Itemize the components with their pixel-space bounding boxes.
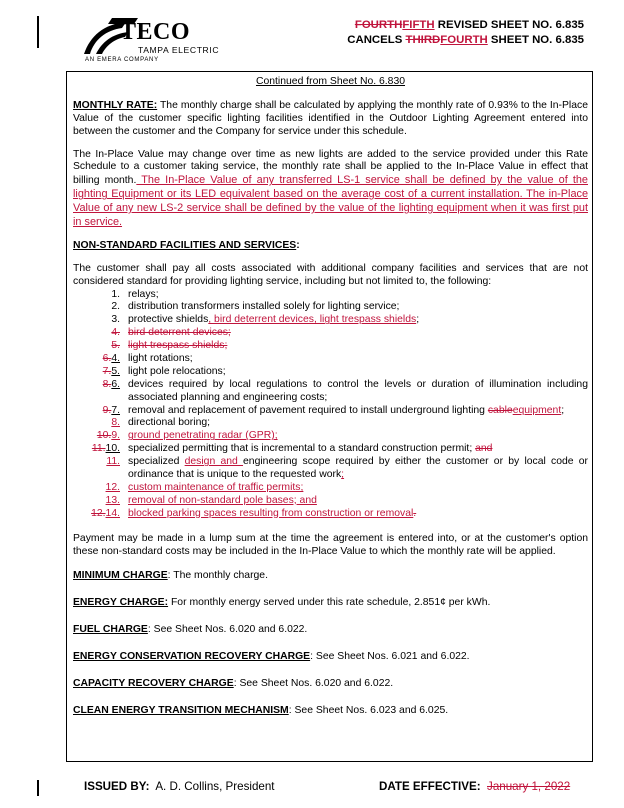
section-heading: MINIMUM CHARGE <box>73 570 168 582</box>
list-item: 2. distribution transformers installed solely for lighting service; <box>111 301 400 313</box>
list-item: 12.14. blocked parking spaces resulting from construction or removal. <box>91 507 417 519</box>
list-item: 12. custom maintenance of traffic permits; <box>105 481 304 493</box>
change-bar <box>37 780 39 796</box>
list-item: 5. light trespass shields; <box>111 340 228 352</box>
nonstandard-list <box>73 289 588 521</box>
section-heading: ENERGY CHARGE: <box>73 597 169 609</box>
ecr-charge-section: ENERGY CONSERVATION RECOVERY CHARGE: See Sheet Nos. 6.021 and 6.022. <box>73 651 470 663</box>
list-item: 10.9. ground penetrating radar (GPR); <box>96 430 278 442</box>
list-item: 9.7. removal and replacement of pavement required to install underground lighting cableequipment; <box>102 404 565 416</box>
nonstandard-intro: The customer shall pay all costs associated with additional company facilities and services that are not considered standard for providing lighting service, including but not limited to, the following: <box>73 262 588 287</box>
section-heading: FUEL CHARGE <box>73 624 148 636</box>
tariff-content <box>73 76 588 718</box>
list-item: 11. specialized design and engineering scope required by either the customer or by local code or ordinance that is unique to the requested work; <box>106 456 589 481</box>
inserted-text: FIFTH <box>402 19 435 31</box>
revised-sheet-line: FOURTHFIFTH REVISED SHEET NO. 6.835 <box>354 19 584 31</box>
teco-logo <box>82 14 232 66</box>
section-heading: CAPACITY RECOVERY CHARGE <box>73 677 234 689</box>
deleted-text: THIRD <box>405 33 441 46</box>
list-item: 3. protective shields, bird deterrent devices, light trespass shields; <box>111 314 420 326</box>
date-effective: DATE EFFECTIVE: January 1, 2022 <box>379 780 571 793</box>
minimum-charge-section: MINIMUM CHARGE: The monthly charge. <box>73 570 268 582</box>
section-heading: MONTHLY RATE: <box>73 99 158 111</box>
list-item: 6.4. light rotations; <box>102 353 193 365</box>
section-heading: CLEAN ENERGY TRANSITION MECHANISM <box>73 704 289 716</box>
list-item: 7.5. light pole relocations; <box>102 365 226 377</box>
logo-subtitle: TAMPA ELECTRIC <box>138 45 220 55</box>
nonstandard-heading: NON-STANDARD FACILITIES AND SERVICES: <box>73 239 300 251</box>
list-item: 13. removal of non-standard pole bases; and <box>105 494 317 506</box>
continued-note: Continued from Sheet No. 6.830 <box>255 76 406 87</box>
energy-charge-section: ENERGY CHARGE: For monthly energy served under this rate schedule, 2.851¢ per kWh. <box>73 597 491 609</box>
cancels-sheet-line: CANCELS THIRDFOURTH SHEET NO. 6.835 <box>347 33 584 46</box>
inserted-text: The In-Place Value of any transferred LS-1 service shall be defined by the value of the lighting Equipment or its LED equivalent based on the average cost of a current installation. The in-Place Value of any new LS-2 service shall be defined by the value of the lighting equipment when it was first put in service. <box>73 174 588 229</box>
inplace-value-section: The In-Place Value may change over time as new lights are added to the service provided under this Rate Schedule to a customer taking service, the monthly rate shall be applied to the In-Place Value in effect that billing month. The In-Place Value of any transferred LS-1 service shall be defined by the value of the lighting Equipment or its LED equivalent based on the average cost of a current installation. The in-Place Value of any new LS-2 service shall be defined by the value of the lighting equipment when it was first put in service. <box>73 148 588 229</box>
list-item: 1. relays; <box>111 288 159 300</box>
list-item: 8.6. devices required by local regulations to control the levels or duration of illumination including associated planning and engineering costs; <box>102 378 588 403</box>
payment-note: Payment may be made in a lump sum at the time the agreement is entered into, or at the customer's option these non-standard costs may be included in the In-Place Value to which the monthly rate will be applied. <box>73 532 588 557</box>
issued-by: ISSUED BY: A. D. Collins, President <box>84 780 275 793</box>
inserted-text: FOURTH <box>440 33 488 46</box>
change-bar <box>37 16 39 48</box>
clean-energy-section: CLEAN ENERGY TRANSITION MECHANISM: See Sheet Nos. 6.023 and 6.025. <box>73 704 449 716</box>
sheet-header <box>347 18 584 48</box>
list-item: 8. directional boring; <box>111 417 211 429</box>
deleted-text: FOURTH <box>354 19 403 31</box>
list-item: 11.10. specialized permitting that is incremental to a standard construction permit; and <box>91 443 493 455</box>
capacity-charge-section: CAPACITY RECOVERY CHARGE: See Sheet Nos. 6.020 and 6.022. <box>73 677 394 689</box>
logo-name: TECO <box>120 19 191 45</box>
monthly-rate-section: MONTHLY RATE: The monthly charge shall be calculated by applying the monthly rate of 0.93% to the In-Place Value of the customer specific lighting facilities identified in the Outdoor Lighting Agreement entered into between the customer and the Company for service under this schedule. <box>73 99 588 137</box>
list-item: 4. bird deterrent devices; <box>111 327 231 339</box>
section-heading: ENERGY CONSERVATION RECOVERY CHARGE <box>73 651 311 663</box>
logo-tagline: AN EMERA COMPANY <box>85 57 159 63</box>
fuel-charge-section: FUEL CHARGE: See Sheet Nos. 6.020 and 6.022. <box>73 624 308 636</box>
